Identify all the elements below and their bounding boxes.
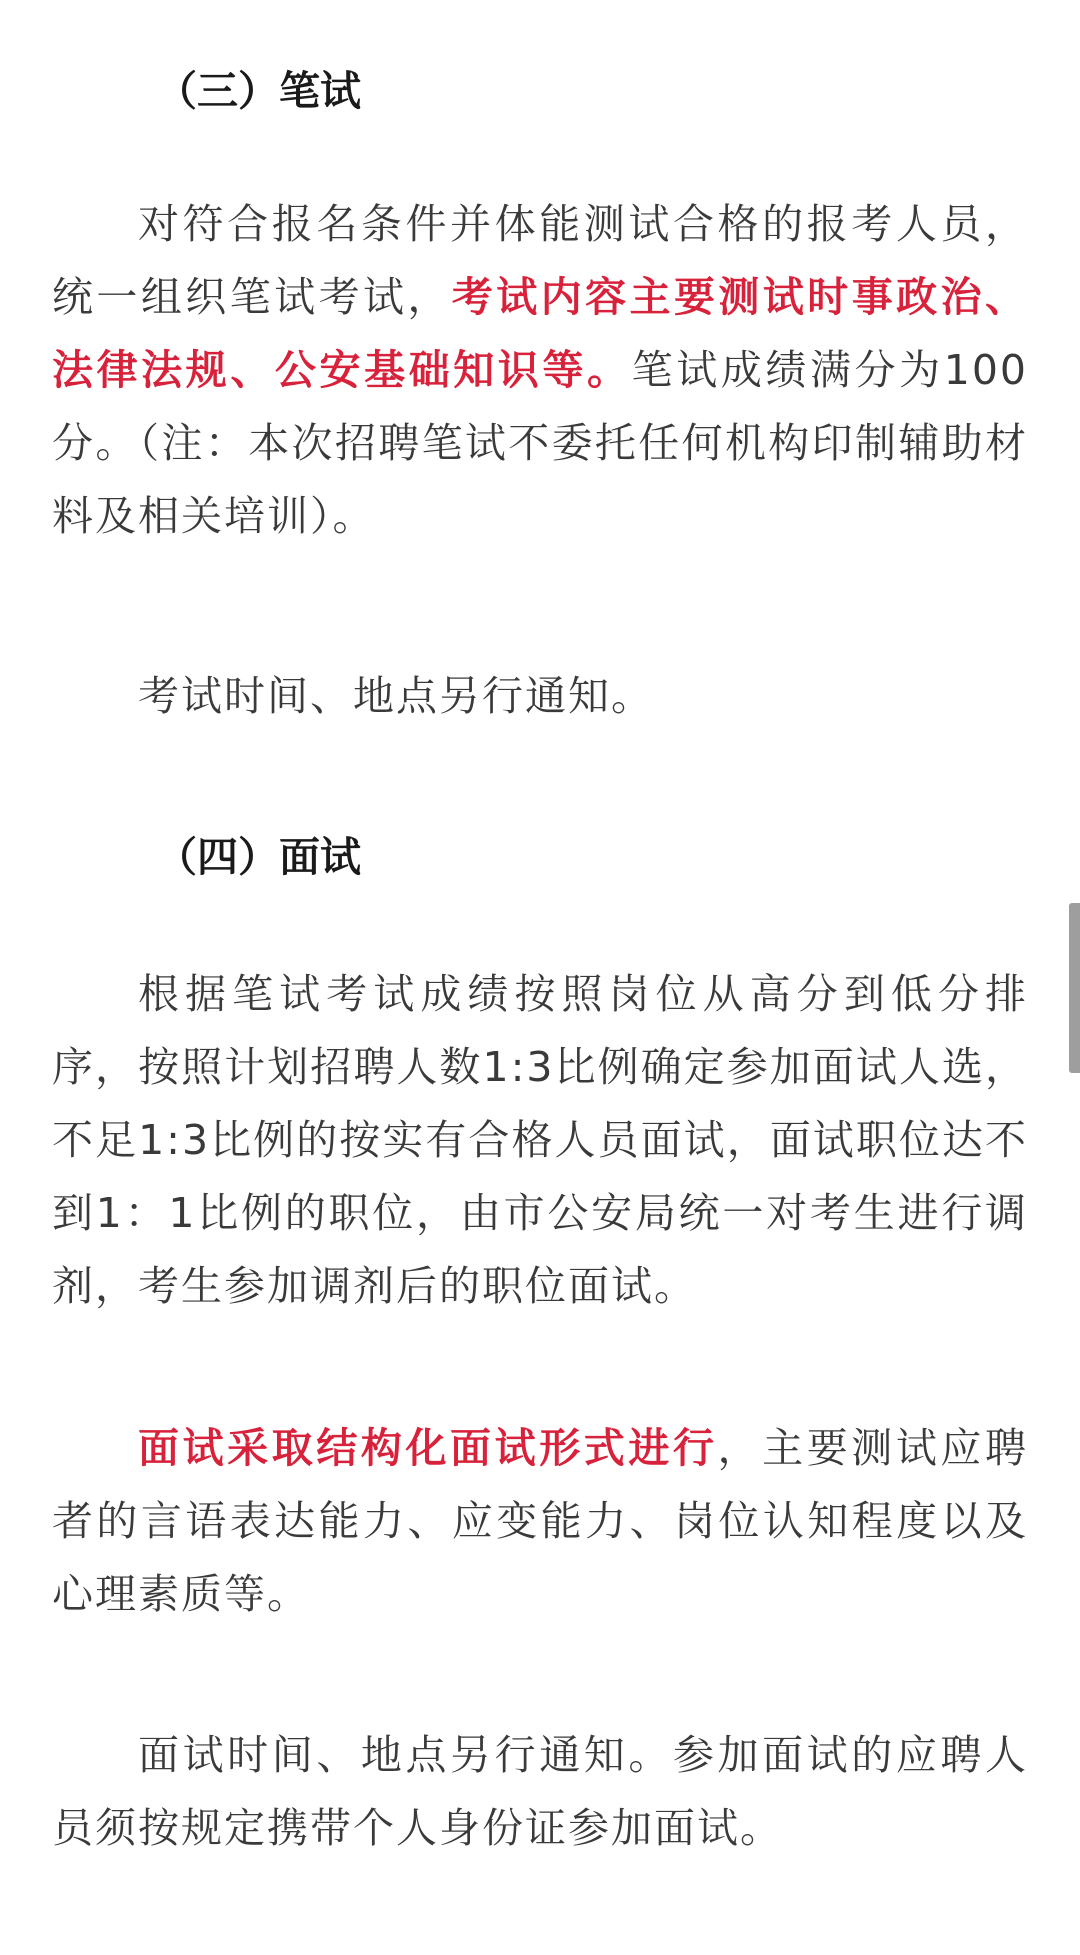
paragraph-text: ，主要测试应聘者的言语表达能力、应变能力、岗位认知程度以及心理素质等。 bbox=[52, 1424, 1029, 1618]
paragraph-interview-notice: 面试时间、地点另行通知。参加面试的应聘人员须按规定携带个人身份证参加面试。 bbox=[52, 1731, 1028, 1852]
paragraph-interview-selection: 根据笔试考试成绩按照岗位从高分到低分排序，按照计划招聘人数1:3比例确定参加面试人选，不足1:3比例的按实有合格人员面试，面试职位达不到1：1比例的职位，由市公安局统一对考生进行调剂，考生参加调剂后的职位面试。 bbox=[52, 970, 1028, 1310]
section-heading-interview: （四）面试 bbox=[156, 833, 361, 881]
scrollbar-thumb[interactable] bbox=[1069, 903, 1080, 1073]
paragraph-written-exam-notice: 考试时间、地点另行通知。 bbox=[138, 672, 654, 720]
paragraph-text: 对符合报名条件并体能测试合格的报考人员，统一组织笔试考试， bbox=[52, 200, 1028, 321]
highlighted-text: 考试内容主要测试时事政治、法律法规、公安基础知识等。 bbox=[52, 273, 1029, 394]
section-heading-written-exam: （三）笔试 bbox=[156, 67, 361, 115]
highlighted-text: 面试采取结构化面试形式进行 bbox=[138, 1424, 718, 1472]
paragraph-text: 笔试成绩满分为100分。（注：本次招聘笔试不委托任何机构印制辅助材料及相关培训）。 bbox=[52, 346, 1029, 540]
paragraph-written-exam-content bbox=[52, 188, 1028, 553]
paragraph-interview-format bbox=[52, 1412, 1028, 1631]
